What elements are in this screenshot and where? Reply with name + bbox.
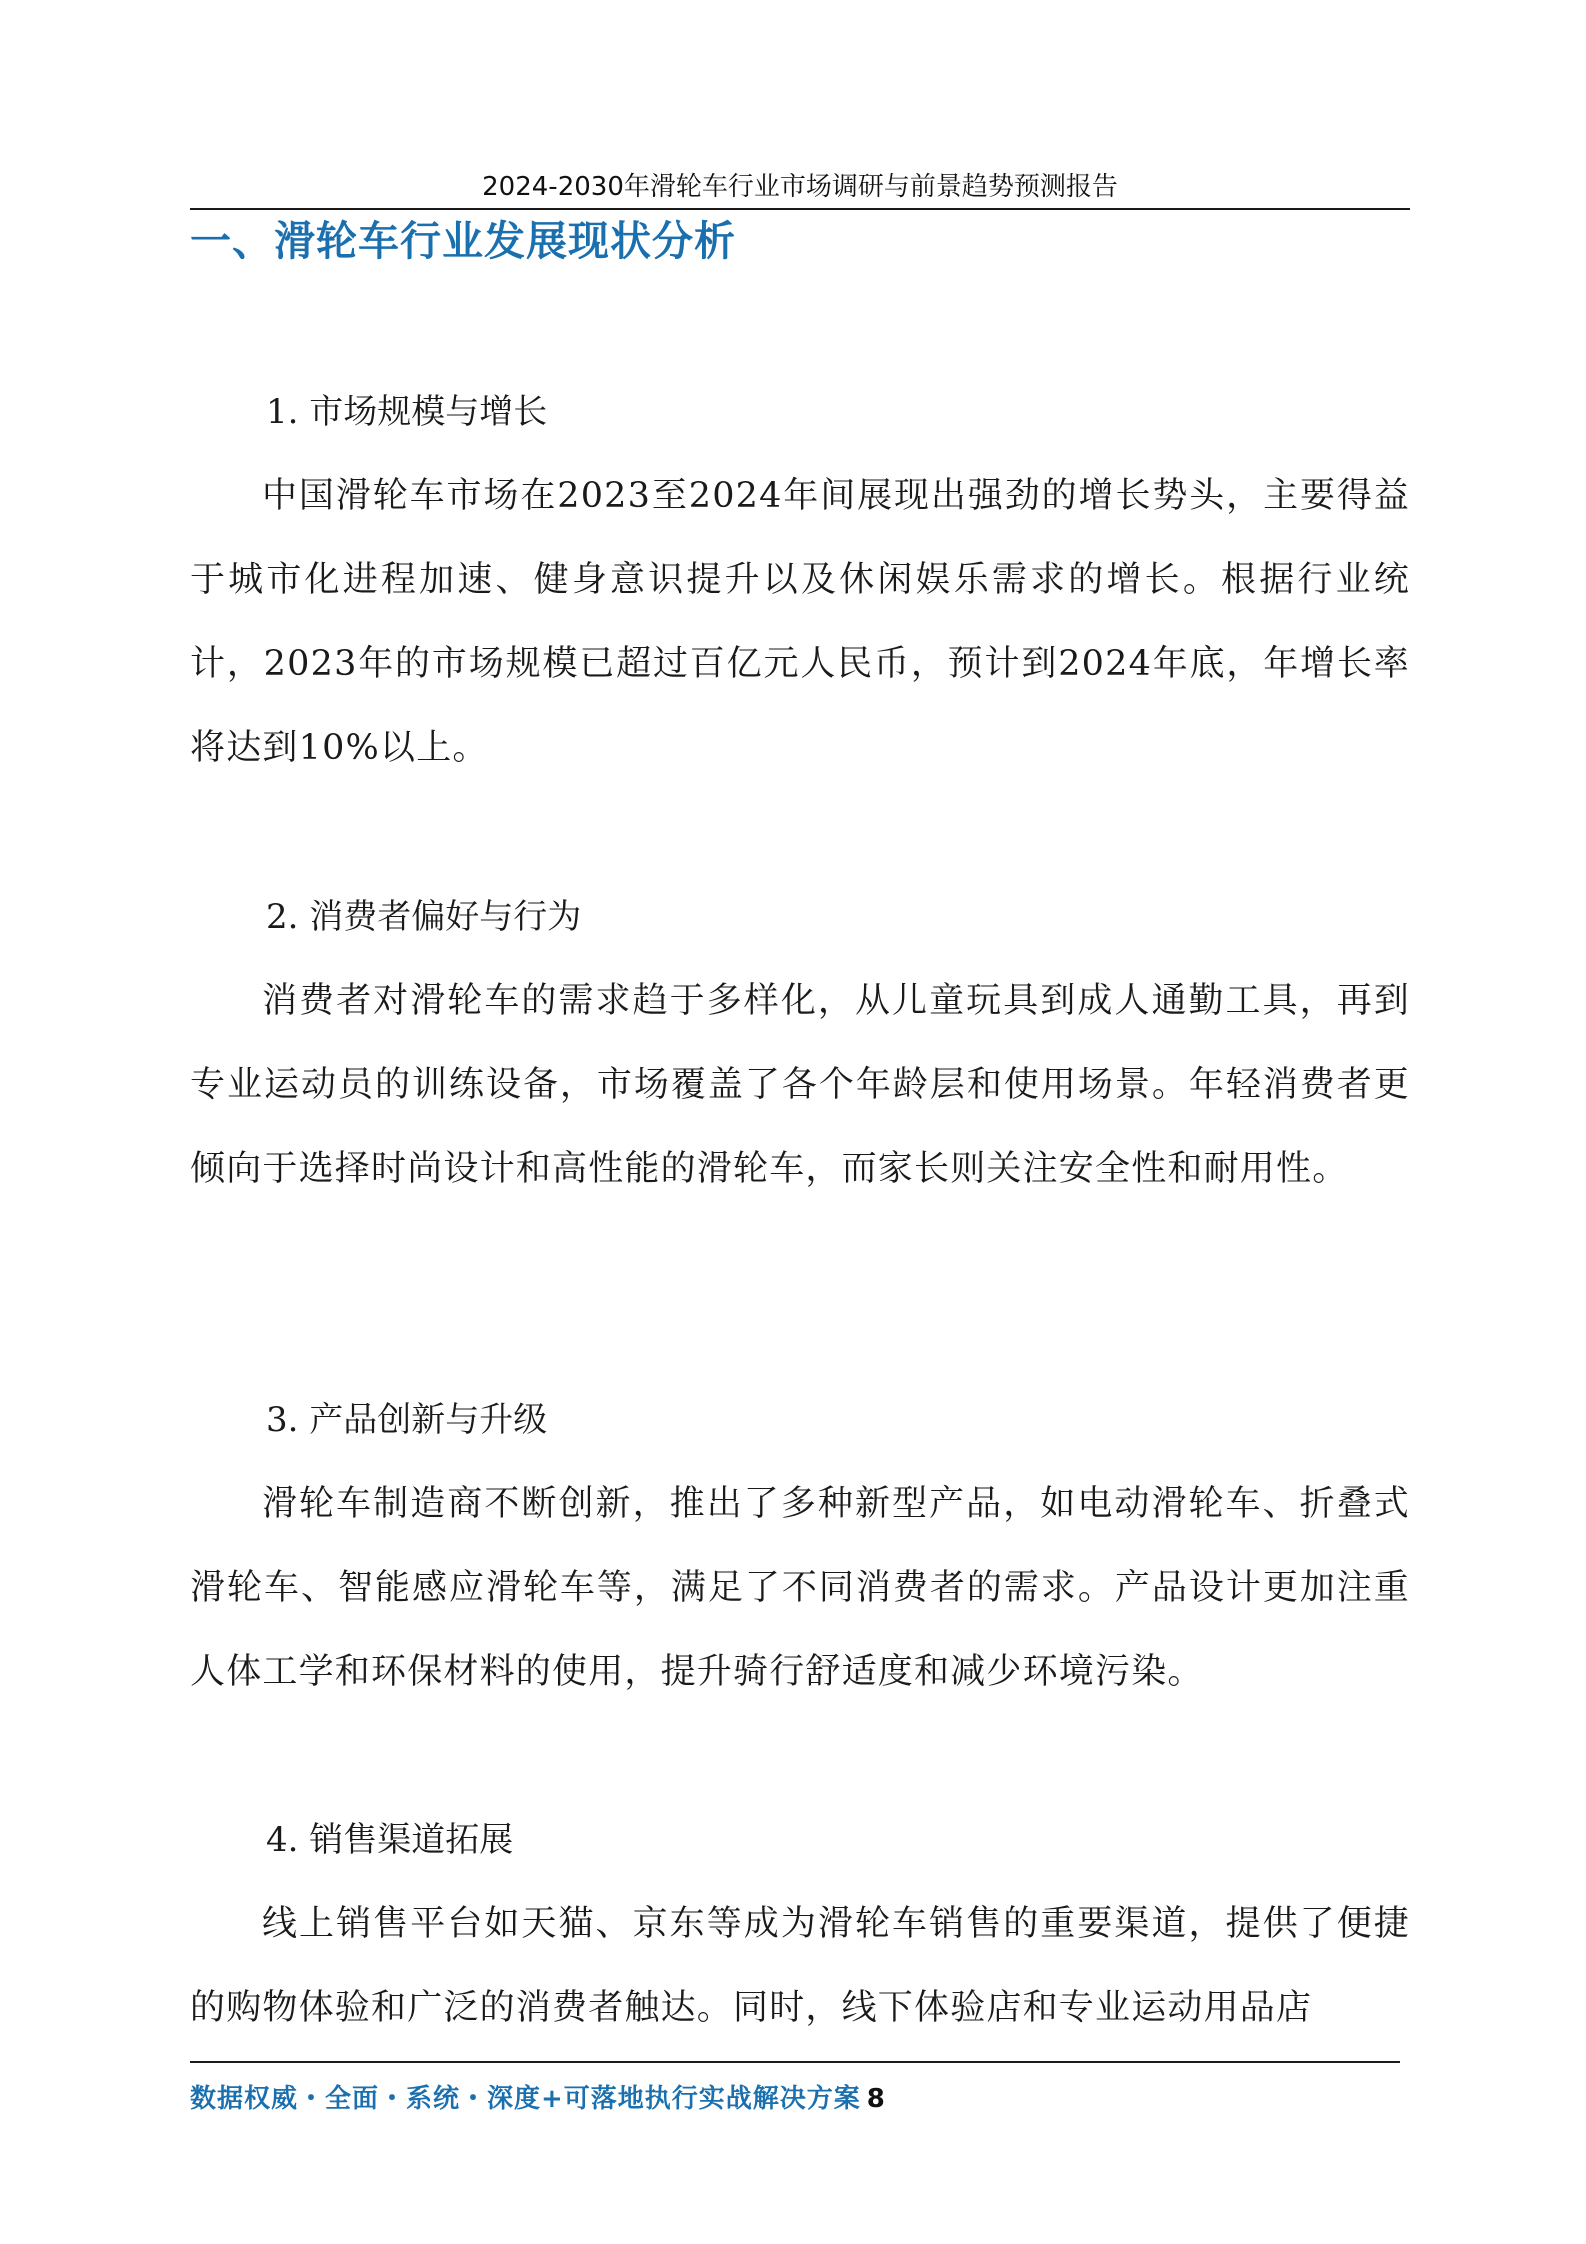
subsection-paragraph: 线上销售平台如天猫、京东等成为滑轮车销售的重要渠道，提供了便捷的购物体验和广泛的消费者触达。同时，线下体验店和专业运动用品店 — [190, 1904, 1410, 2028]
header-divider — [190, 208, 1410, 210]
subsection-paragraph: 中国滑轮车市场在2023至2024年间展现出强劲的增长势头，主要得益于城市化进程加速、健身意识提升以及休闲娱乐需求的增长。根据行业统计，2023年的市场规模已超过百亿元人民币，预计到2024年底，年增长率将达到10%以上。 — [190, 476, 1410, 768]
section-heading: 一、滑轮车行业发展现状分析 — [190, 217, 736, 265]
subsection-title: 2. 消费者偏好与行为 — [266, 897, 582, 937]
subsection-product-innovation — [190, 1378, 1410, 1714]
subsection-title: 1. 市场规模与增长 — [266, 392, 548, 432]
running-header-title: 2024-2030年滑轮车行业市场调研与前景趋势预测报告 — [482, 172, 1118, 202]
subsection-title: 3. 产品创新与升级 — [266, 1400, 548, 1440]
subsection-sales-channels — [190, 1798, 1410, 2050]
subsection-market-size — [190, 370, 1410, 790]
footer-tagline: 数据权威・全面・系统・深度+可落地执行实战解决方案 — [190, 2084, 861, 2114]
page-number: 8 — [866, 2084, 886, 2114]
subsection-paragraph: 滑轮车制造商不断创新，推出了多种新型产品，如电动滑轮车、折叠式滑轮车、智能感应滑轮车等，满足了不同消费者的需求。产品设计更加注重人体工学和环保材料的使用，提升骑行舒适度和减少环境污染。 — [190, 1484, 1410, 1692]
subsection-title: 4. 销售渠道拓展 — [266, 1820, 514, 1860]
subsection-consumer-preference — [190, 875, 1410, 1211]
subsection-paragraph: 消费者对滑轮车的需求趋于多样化，从儿童玩具到成人通勤工具，再到专业运动员的训练设备，市场覆盖了各个年龄层和使用场景。年轻消费者更倾向于选择时尚设计和高性能的滑轮车，而家长则关注安全性和耐用性。 — [190, 981, 1410, 1189]
footer — [190, 2078, 886, 2115]
footer-divider — [190, 2061, 1400, 2063]
